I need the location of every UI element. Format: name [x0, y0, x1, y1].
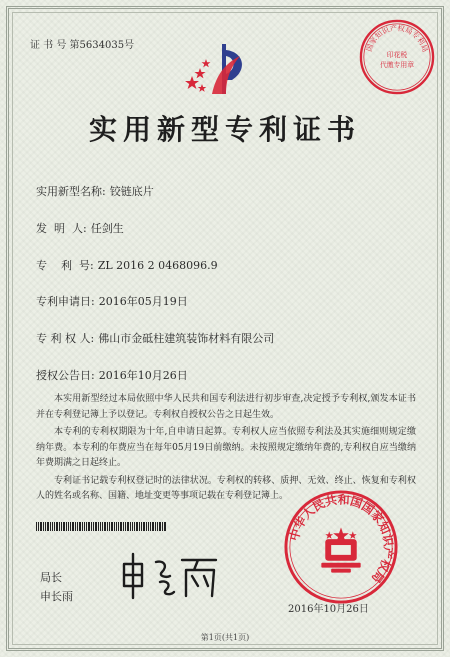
chief-title: 局长: [40, 571, 62, 584]
seal-date: 2016年10月26日: [288, 604, 369, 615]
svg-text:印花税: 印花税: [386, 51, 408, 59]
svg-text:国家知识产权局专利局: 国家知识产权局专利局: [364, 23, 430, 54]
field-label: 专 利 号:: [36, 259, 94, 272]
field-announcement-date: [36, 367, 188, 383]
field-value: 2016年10月26日: [98, 369, 188, 382]
field-label: 发 明 人:: [36, 222, 87, 235]
field-label: 专利申请日:: [36, 295, 95, 308]
page-footer: 第1页(共1页): [200, 633, 250, 642]
field-patent-number: [36, 257, 218, 273]
field-value: 铰链底片: [109, 185, 154, 198]
svg-text:代缴专用章: 代缴专用章: [379, 60, 415, 69]
field-label: 专 利 权 人:: [36, 332, 95, 345]
field-patent-holder: [36, 330, 274, 346]
svg-text:中华人民共和国国家知识产权局: 中华人民共和国国家知识产权局: [287, 492, 396, 586]
field-label: 实用新型名称:: [36, 185, 106, 198]
cnipa-official-seal-icon: [282, 488, 400, 606]
field-utility-name: [36, 183, 154, 199]
body-paragraph: 专利证书记载专利权登记时的法律状况。专利权的转移、质押、无效、终止、恢复和专利权人的姓名或名称、国籍、地址变更等事项记载在专利登记簿上。: [36, 475, 416, 501]
field-inventor: [36, 220, 124, 236]
field-value: 任剑生: [90, 222, 124, 235]
field-value: 佛山市金砥柱建筑装饰材料有限公司: [98, 332, 275, 345]
barcode-icon: [36, 522, 166, 531]
body-paragraph: 本实用新型经过本局依照中华人民共和国专利法进行初步审查,决定授予专利权,颁发本证书并在专利登记簿上予以登记。专利权自授权公告之日起生效。: [36, 394, 416, 420]
certificate-number: 证 书 号 第5634035号: [30, 40, 135, 51]
cnipa-logo-icon: [182, 40, 254, 96]
field-label: 授权公告日:: [36, 369, 95, 382]
handwritten-signature-icon: [116, 546, 226, 602]
stamp-duty-seal-icon: [358, 18, 436, 96]
chief-name: 申长雨: [40, 590, 73, 603]
field-filing-date: [36, 293, 188, 309]
body-paragraph: 本专利的专利权期限为十年,自申请日起算。专利权人应当依照专利法及其实施细则规定缴纳年费。本专利的年费应当在每年05月19日前缴纳。未按照规定缴纳年费的,专利权自应当缴纳年费期满之日起终止。: [36, 427, 416, 468]
page-title: 实用新型专利证书: [88, 113, 361, 146]
field-value: ZL 2016 2 0468096.9: [97, 259, 218, 272]
field-value: 2016年05月19日: [98, 295, 188, 308]
